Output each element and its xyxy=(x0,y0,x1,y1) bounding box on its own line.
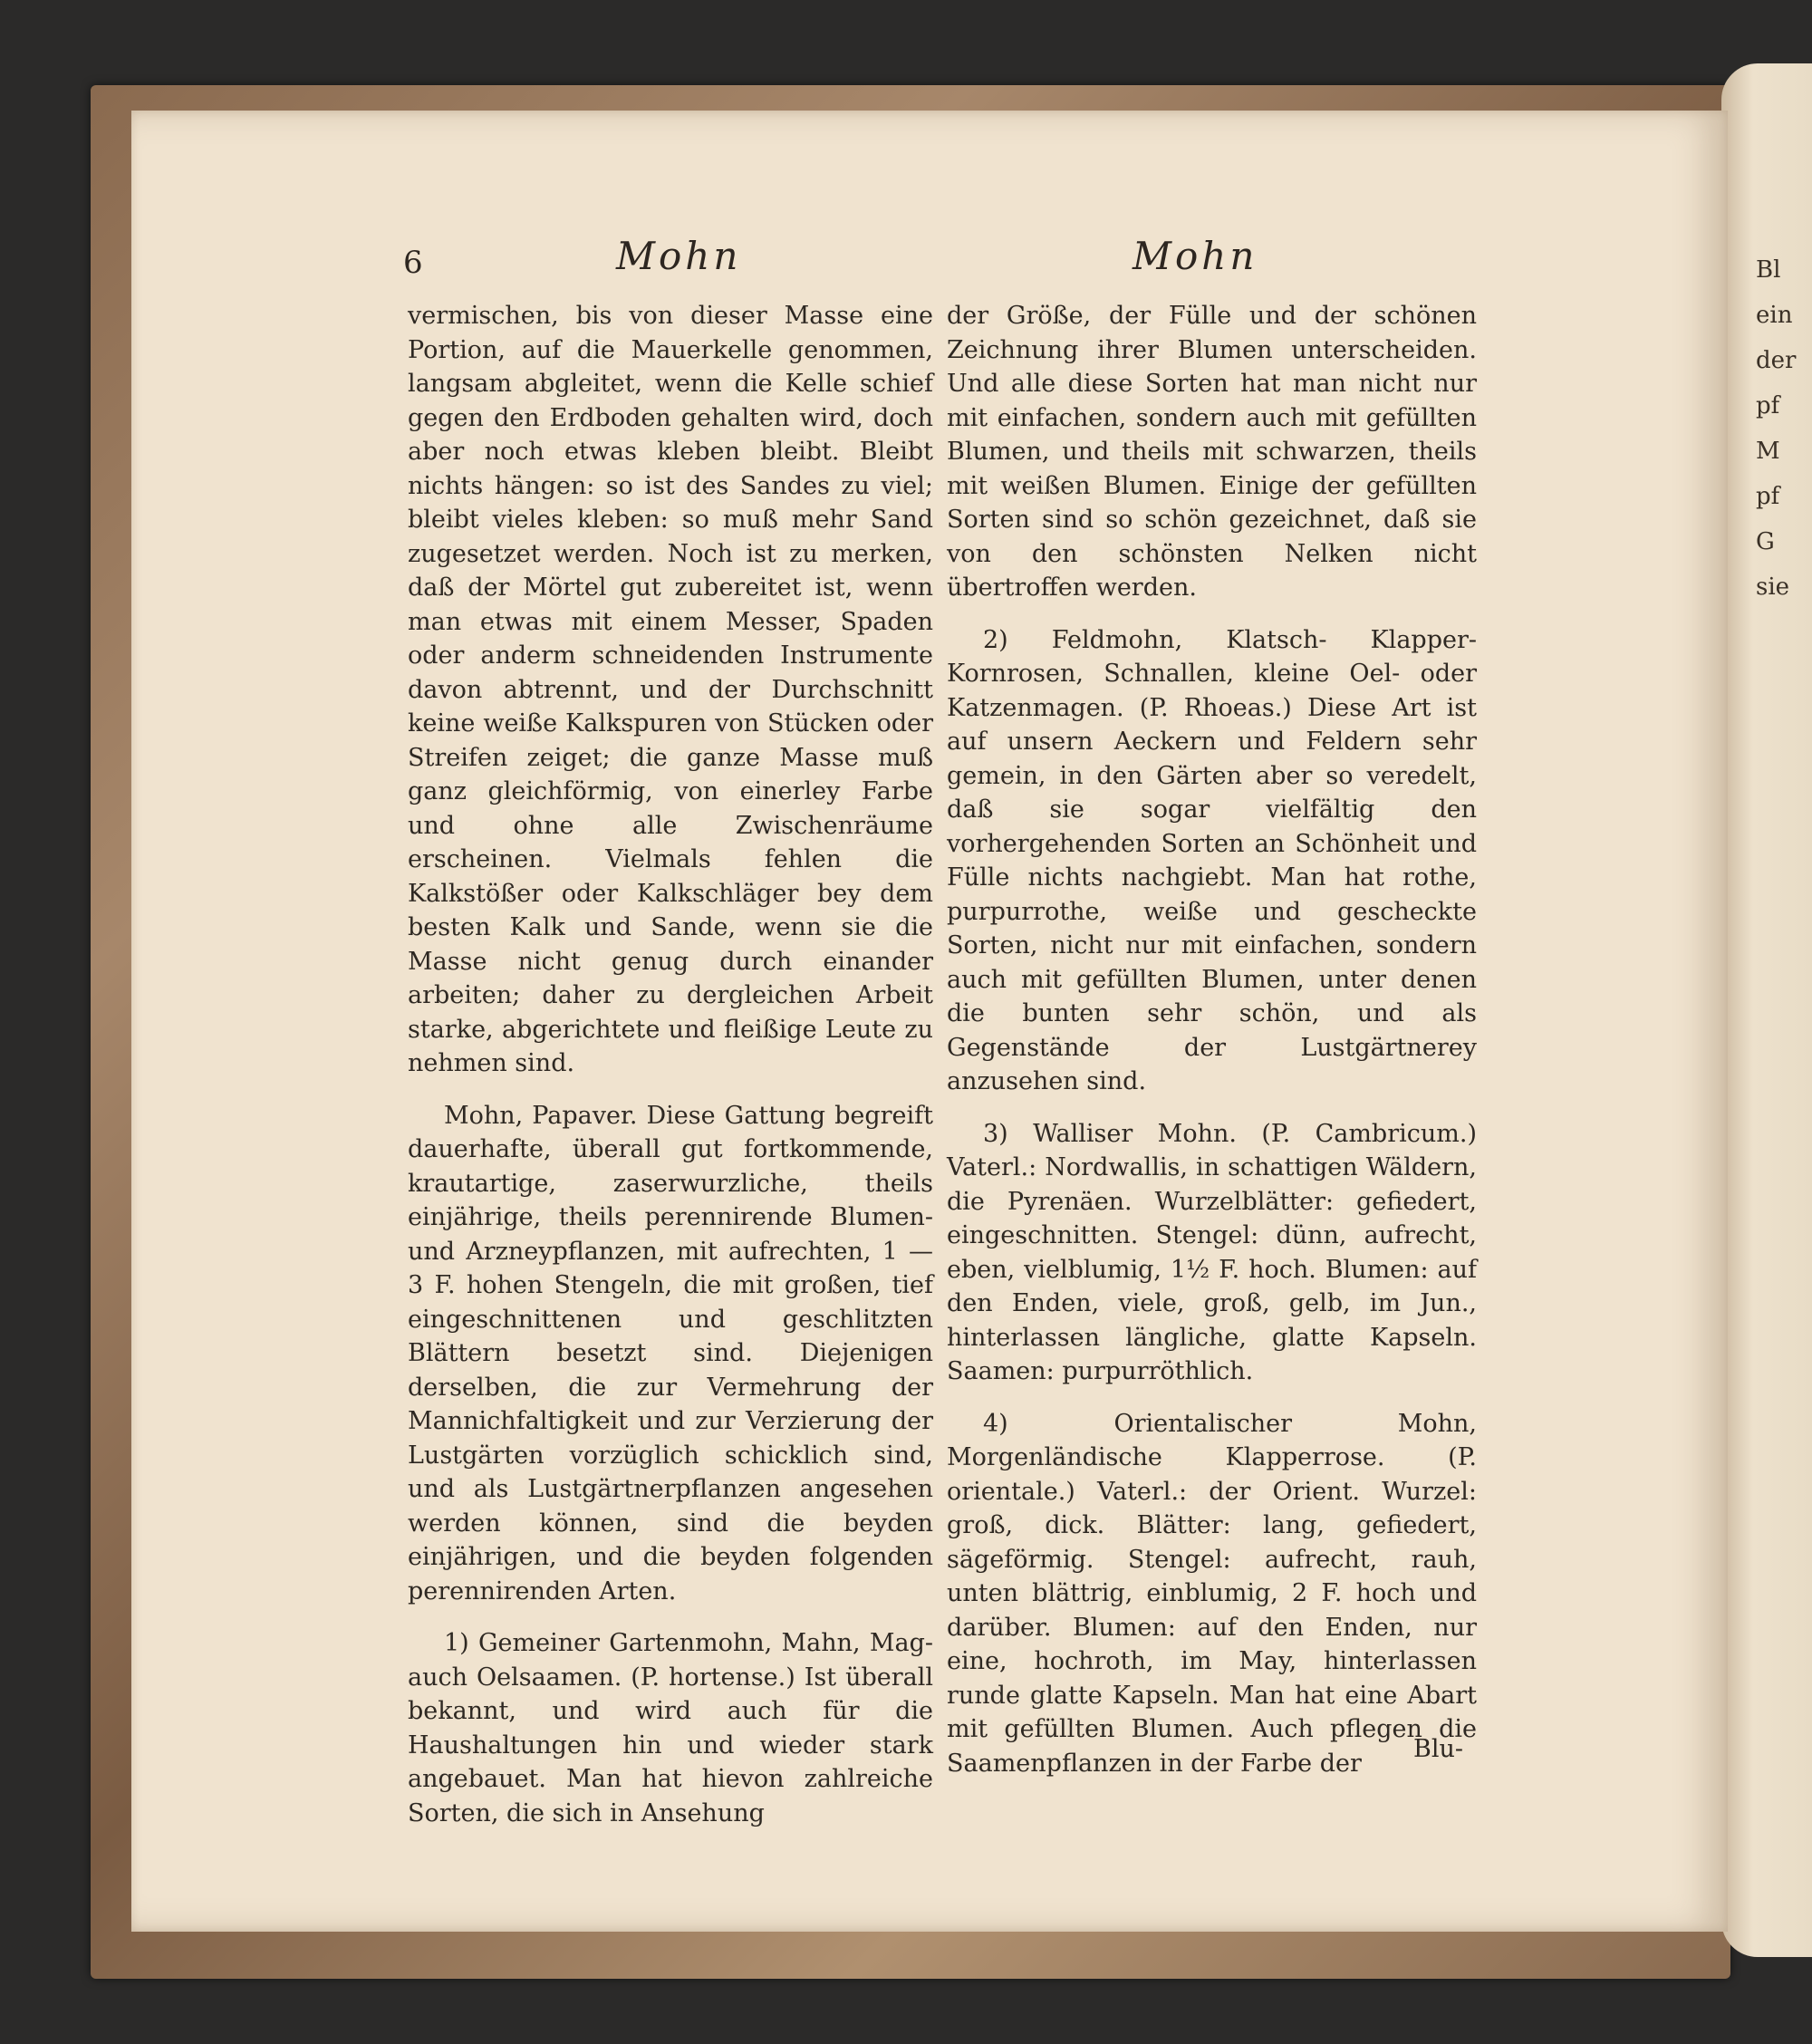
next-page-fragment: Bl xyxy=(1756,256,1781,284)
paragraph: 3) Walliser Mohn. (P. Cambricum.) Vaterl.: Nordwallis, in schattigen Wäldern, die Pyrenäen. Wurzelblätter: gefiedert, eingeschnitten. Stengel: dünn, aufrecht, eben, vielblumig, 1½ F. hoch. Blumen: auf den Enden, viele, groß, gelb, im Jun., hinterlassen längliche, glatte Kapseln. Saamen: purpurröthlich. xyxy=(947,1119,1477,1385)
next-page-edge xyxy=(1721,63,1812,1957)
next-page-fragment: pf xyxy=(1756,392,1780,419)
next-page-fragment: sie xyxy=(1756,574,1790,601)
paragraph: 4) Orientalischer Mohn, Morgenländische Klapperrose. (P. orientale.) Vaterl.: der Orient. Wurzel: groß, dick. Blätter: lang, gefiedert, sägeförmig. Stengel: aufrecht, rauh, unten blättrig, einblumig, 2 F. hoch und darüber. Blumen: auf den Enden, nur eine, hochroth, im May, hinterlassen runde glatte Kapseln. Man hat eine Abart mit gefüllten Blumen. Auch pflegen die Saamenpflanzen in der Farbe der xyxy=(947,1409,1477,1778)
paragraph: vermischen, bis von dieser Masse eine Portion, auf die Mauerkelle genommen, langsam abgleitet, wenn die Kelle schief gegen den Erdboden gehalten wird, doch aber noch etwas kleben bleibt. Bleibt nichts hängen: so ist des Sandes zu viel; bleibt vieles kleben: so muß mehr Sand zugesetzet werden. Noch ist zu merken, daß der Mörtel gut zubereitet ist, wenn man etwas mit einem Messer, Spaden oder anderm schneidenden Instrumente davon abtrennt, und der Durchschnitt keine weiße Kalkspuren von Stücken oder Streifen zeiget; die ganze Masse muß ganz gleichförmig, von einerley Farbe und ohne alle Zwischenräume erscheinen. Vielmals fehlen die Kalkstößer oder Kalkschläger bey dem besten Kalk und Sande, wenn sie die Masse nicht genug durch einander arbeiten; daher zu dergleichen Arbeit starke, abgerichtete und fleißige Leute zu nehmen sind. xyxy=(408,302,933,1077)
paragraph: 1) Gemeiner Gartenmohn, Mahn, Mag- auch Oelsaamen. (P. hortense.) Ist überall bekannt, und wird auch für die Haushaltungen hin und wieder stark angebauet. Man hat hievon zahlreiche Sorten, die sich in Ansehung xyxy=(408,1629,933,1827)
next-page-fragment: der xyxy=(1756,347,1797,374)
next-page-fragment: pf xyxy=(1756,483,1780,510)
paragraph: 2) Feldmohn, Klatsch- Klapper- Kornrosen, Schnallen, kleine Oel- oder Katzenmagen. (P. Rhoeas.) Diese Art ist auf unsern Aeckern und Feldern sehr gemein, in den Gärten aber so veredelt, daß sie sogar vielfältig den vorhergehenden Sorten an Schönheit und Fülle nichts nachgiebt. Man hat rothe, purpurrothe, weiße und gescheckte Sorten, nicht nur mit einfachen, sondern auch mit gefüllten Blumen, unter denen die bunten sehr schön, und als Gegenstände der Lustgärtnerey anzusehen sind. xyxy=(947,625,1477,1095)
paragraph: der Größe, der Fülle und der schönen Zeichnung ihrer Blumen unterscheiden. Und alle diese Sorten hat man nicht nur mit einfachen, sondern auch mit gefüllten Blumen, und theils mit schwarzen, theils mit weißen Blumen. Einige der gefüllten Sorten sind so schön gezeichnet, daß sie von den schönsten Nelken nicht übertroffen werden. xyxy=(947,302,1477,602)
running-head-right: Mohn xyxy=(1132,234,1258,278)
catchword: Blu- xyxy=(1413,1735,1463,1763)
next-page-fragment: ein xyxy=(1756,302,1793,329)
next-page-fragment: G xyxy=(1756,528,1775,555)
text-column-left xyxy=(408,299,933,1830)
running-head-left: Mohn xyxy=(616,234,742,278)
paragraph: Mohn, Papaver. Diese Gattung begreift dauerhafte, überall gut fortkommende, krautartige, zaserwurzliche, theils einjährige, theils perennirende Blumen- und Arzneypflanzen, mit aufrechten, 1 — 3 F. hohen Stengeln, die mit großen, tief eingeschnittenen und geschlitzten Blättern besetzt sind. Diejenigen derselben, die zur Vermehrung der Mannichfaltigkeit und zur Verzierung der Lustgärten vorzüglich schicklich sind, und als Lustgärtnerpflanzen angesehen werden können, sind die beyden einjährigen, und die beyden folgenden perennirenden Arten. xyxy=(408,1101,933,1605)
text-column-right xyxy=(947,299,1477,1780)
next-page-fragment: M xyxy=(1756,438,1780,465)
page-number: 6 xyxy=(403,245,423,281)
page-header xyxy=(390,234,1486,288)
